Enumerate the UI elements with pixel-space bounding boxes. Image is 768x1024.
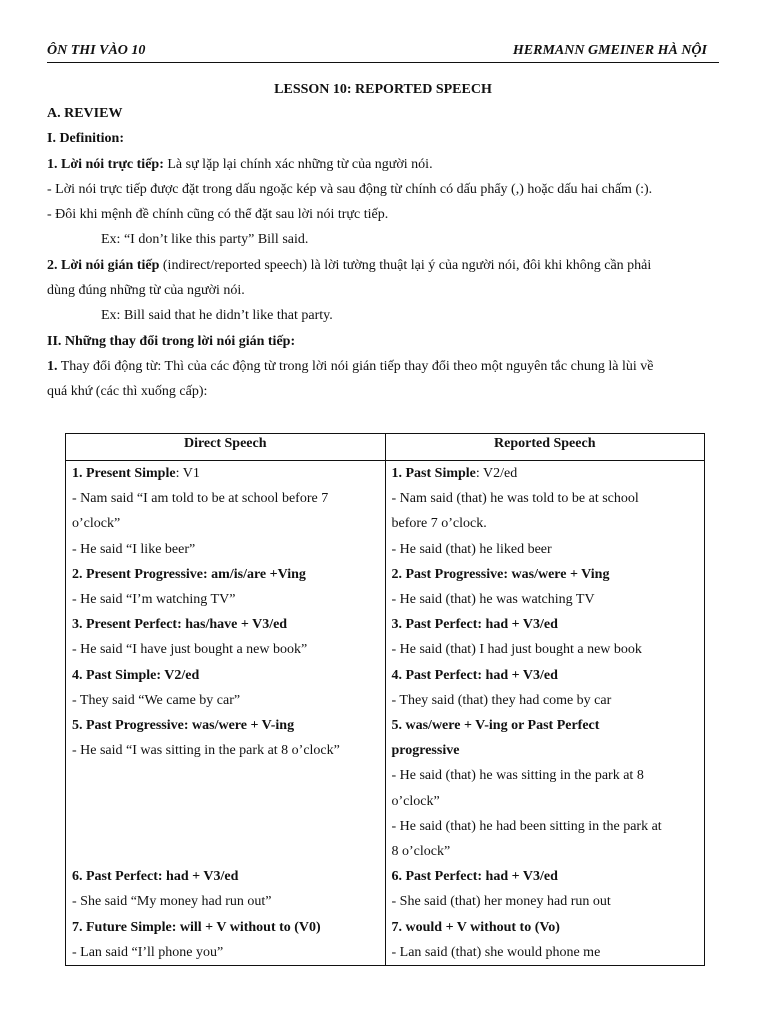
table-line: 3. Present Perfect: has/have + V3/ed — [72, 617, 288, 633]
direct-note-1: - Lời nói trực tiếp được đặt trong dấu ngoặc kép và sau động từ chính có dấu phẩy (,) hoặc dấu hai chấm (:). — [47, 181, 653, 197]
table-line: - He said “I have just bought a new book” — [72, 642, 308, 658]
table-line: - She said “My money had run out” — [72, 894, 272, 910]
table-line: - Lan said (that) she would phone me — [391, 944, 601, 960]
table-line: o’clock” — [391, 793, 440, 809]
verb-change-text: Thay đổi động từ: Thì của các động từ trong lời nói gián tiếp thay đổi theo một nguyên tắc chung là lùi về — [57, 358, 654, 374]
section-review: A. REVIEW — [47, 106, 123, 121]
table-line-blank — [72, 814, 379, 839]
direct-speech-label: 1. Lời nói trực tiếp: — [47, 156, 164, 172]
table-line: - He said (that) he had been sitting in the park at — [391, 818, 662, 834]
reported-column — [385, 461, 705, 966]
line-text: : V2/ed — [475, 466, 518, 481]
lesson-title: LESSON 10: REPORTED SPEECH — [274, 82, 492, 97]
table-line: 5. Past Progressive: was/were + V-ing — [72, 718, 295, 734]
table-line: 4. Past Simple: V2/ed — [72, 667, 200, 683]
table-line-blank — [72, 789, 379, 814]
table-line: - He said (that) he liked beer — [391, 541, 552, 557]
table-line: - He said (that) I had just bought a new book — [391, 642, 642, 658]
table-line: 6. Past Perfect: had + V3/ed — [72, 869, 239, 885]
col-direct-header: Direct Speech — [66, 434, 386, 461]
direct-note-2: - Đôi khi mệnh đề chính cũng có thể đặt sau lời nói trực tiếp. — [47, 207, 389, 223]
table-line: - He said “I was sitting in the park at 8 o’clock” — [72, 743, 340, 759]
indirect-speech-cont: dùng đúng những từ của người nói. — [47, 283, 245, 299]
table-line: - They said (that) they had come by car — [391, 692, 612, 708]
table-line: before 7 o’clock. — [391, 516, 487, 532]
section-definition: I. Definition: — [47, 131, 124, 147]
table-line: - They said “We came by car” — [72, 692, 241, 708]
table-row — [66, 461, 705, 966]
table-line: - Nam said “I am told to be at school before 7 — [72, 491, 329, 507]
page-header — [47, 40, 719, 63]
document-page — [47, 40, 719, 405]
verb-change-number: 1. — [47, 358, 58, 374]
section-changes: II. Những thay đổi trong lời nói gián tiếp: — [47, 333, 296, 349]
table-line-blank — [72, 763, 379, 788]
table-line: 5. was/were + V-ing or Past Perfect — [391, 718, 600, 734]
direct-example: Ex: “I don’t like this party” Bill said. — [101, 232, 309, 248]
header-right: HERMANN GMEINER HÀ NỘI — [512, 43, 707, 58]
table-line: 2. Past Progressive: was/were + Ving — [391, 566, 610, 582]
table-line: - He said “I’m watching TV” — [72, 592, 236, 608]
col-reported-header: Reported Speech — [385, 434, 705, 461]
line-text: : V1 — [175, 466, 200, 481]
table-line: - She said (that) her money had run out — [391, 894, 611, 910]
table-line: - He said (that) he was sitting in the park at 8 — [391, 768, 644, 784]
table-line: - He said (that) he was watching TV — [391, 592, 595, 608]
line-bold: 1. Present Simple — [72, 466, 176, 481]
indirect-example: Ex: Bill said that he didn’t like that party. — [101, 308, 333, 324]
table-line: 6. Past Perfect: had + V3/ed — [391, 869, 558, 885]
direct-speech-text: Là sự lặp lại chính xác những từ của người nói. — [163, 156, 433, 172]
table-line-blank — [72, 839, 379, 864]
table-line — [392, 461, 699, 486]
table-header-row — [66, 434, 705, 461]
table-line: - Nam said (that) he was told to be at school — [391, 491, 639, 507]
indirect-speech-def — [47, 253, 719, 278]
table-line: 2. Present Progressive: am/is/are +Ving — [72, 566, 306, 582]
line-bold: 1. Past Simple — [391, 466, 476, 481]
tense-table — [65, 433, 705, 966]
table-line: 7. would + V without to (Vo) — [391, 919, 560, 935]
table-line: - He said “I like beer” — [72, 541, 196, 557]
table-line: o’clock” — [72, 516, 121, 532]
table-line: progressive — [391, 743, 460, 759]
table-line: 4. Past Perfect: had + V3/ed — [391, 667, 558, 683]
table-line: 3. Past Perfect: had + V3/ed — [391, 617, 558, 633]
verb-change-def — [47, 354, 719, 379]
table-line: - Lan said “I’ll phone you” — [72, 944, 224, 960]
indirect-speech-label: 2. Lời nói gián tiếp — [47, 257, 160, 273]
direct-column — [66, 461, 386, 966]
table-line: 8 o’clock” — [391, 844, 451, 860]
indirect-speech-text: (indirect/reported speech) là lời tường thuật lại ý của người nói, đôi khi không cần phải — [159, 257, 652, 273]
table-line — [72, 461, 379, 486]
direct-speech-def — [47, 152, 719, 177]
verb-change-cont: quá khứ (các thì xuống cấp): — [47, 384, 208, 400]
table-line: 7. Future Simple: will + V without to (V0) — [72, 919, 321, 935]
header-left: ÔN THI VÀO 10 — [47, 43, 146, 58]
